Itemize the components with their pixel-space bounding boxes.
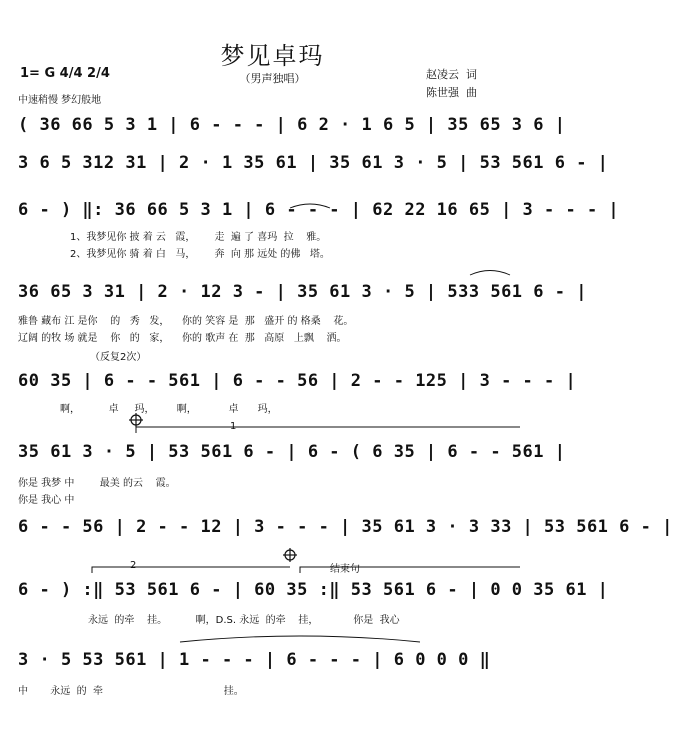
- key-signature: 1= G 4/4 2/4: [20, 66, 110, 81]
- tempo-marking: 中速稍慢 梦幻般地: [18, 95, 102, 106]
- score-line-5: 60 35 | 6 - - 561 | 6 - - 56 | 2 - - 125 | 3 - - - |: [18, 371, 577, 391]
- tie: [180, 636, 420, 642]
- lyrics-verse-1-line-2: 雅鲁 藏布 江 是你 的 秀 发， 你的 笑容 是 那 盛开 的 格桑 花。: [18, 316, 354, 327]
- repeat-instruction: （反复2次）: [90, 352, 147, 363]
- song-subtitle: （男声独唱）: [239, 72, 306, 85]
- lyrics-final: 中 永远 的 牵 挂。: [18, 686, 244, 697]
- slur: [470, 271, 510, 276]
- volta-1-label: 1: [230, 421, 237, 432]
- coda-symbol: [129, 413, 143, 427]
- volta-2-bracket: [92, 567, 290, 573]
- score-line-4: 36 65 3 31 | 2 · 12 3 - | 35 61 3 · 5 | 533 561 6 - |: [18, 282, 587, 302]
- ending-label: 结束句: [330, 564, 360, 575]
- song-title: 梦见卓玛: [220, 42, 325, 70]
- lyrics-verse-2: 2、我梦见你 骑 着 白 马， 奔 向 那 远处 的佛 塔。: [70, 249, 330, 260]
- coda-symbol: [283, 548, 297, 562]
- volta-2-label: 2: [130, 560, 137, 571]
- lyrics-chorus: 啊， 卓 玛， 啊， 卓 玛，: [60, 404, 278, 415]
- lyrics-verse-2-line-2: 辽阔 的牧 场 就是 你 的 家， 你的 歌声 在 那 高原 上飘 洒。: [18, 333, 347, 344]
- score-line-8: 6 - ) :‖ 53 561 6 - | 60 35 :‖ 53 561 6 - | 0 0 35 61 |: [18, 580, 609, 600]
- score-line-3: 6 - ) ‖: 36 66 5 3 1 | 6 - - - | 62 22 16 65 | 3 - - - |: [18, 200, 620, 220]
- lyrics-verse-1: 1、我梦见你 披 着 云 霞， 走 遍 了 喜玛 拉 雅。: [70, 232, 327, 243]
- lyrics-ending: 永远 的牵 挂。 啊，D.S. 永远 的牵 挂， 你是 我心: [88, 615, 400, 626]
- score-line-1: ( 36 66 5 3 1 | 6 - - - | 6 2 · 1 6 5 | 35 65 3 6 |: [18, 115, 566, 135]
- score-line-6: 35 61 3 · 5 | 53 561 6 - | 6 - ( 6 35 | 6 - - 561 |: [18, 442, 566, 462]
- lyrics-chorus-a: 你是 我梦 中 最美 的云 霞。: [18, 478, 176, 489]
- volta-1-bracket: [136, 427, 520, 433]
- score-line-7: 6 - - 56 | 2 - - 12 | 3 - - - | 35 61 3 · 3 33 | 53 561 6 - |: [18, 517, 673, 537]
- composer-credit: 陈世强 曲: [426, 86, 477, 99]
- lyrics-chorus-b: 你是 我心 中: [18, 495, 75, 506]
- lyricist-credit: 赵凌云 词: [426, 68, 477, 81]
- score-line-9: 3 · 5 53 561 | 1 - - - | 6 - - - | 6 0 0 0 ‖: [18, 650, 491, 670]
- score-line-2: 3 6 5 312 31 | 2 · 1 35 61 | 35 61 3 · 5 | 53 561 6 - |: [18, 153, 609, 173]
